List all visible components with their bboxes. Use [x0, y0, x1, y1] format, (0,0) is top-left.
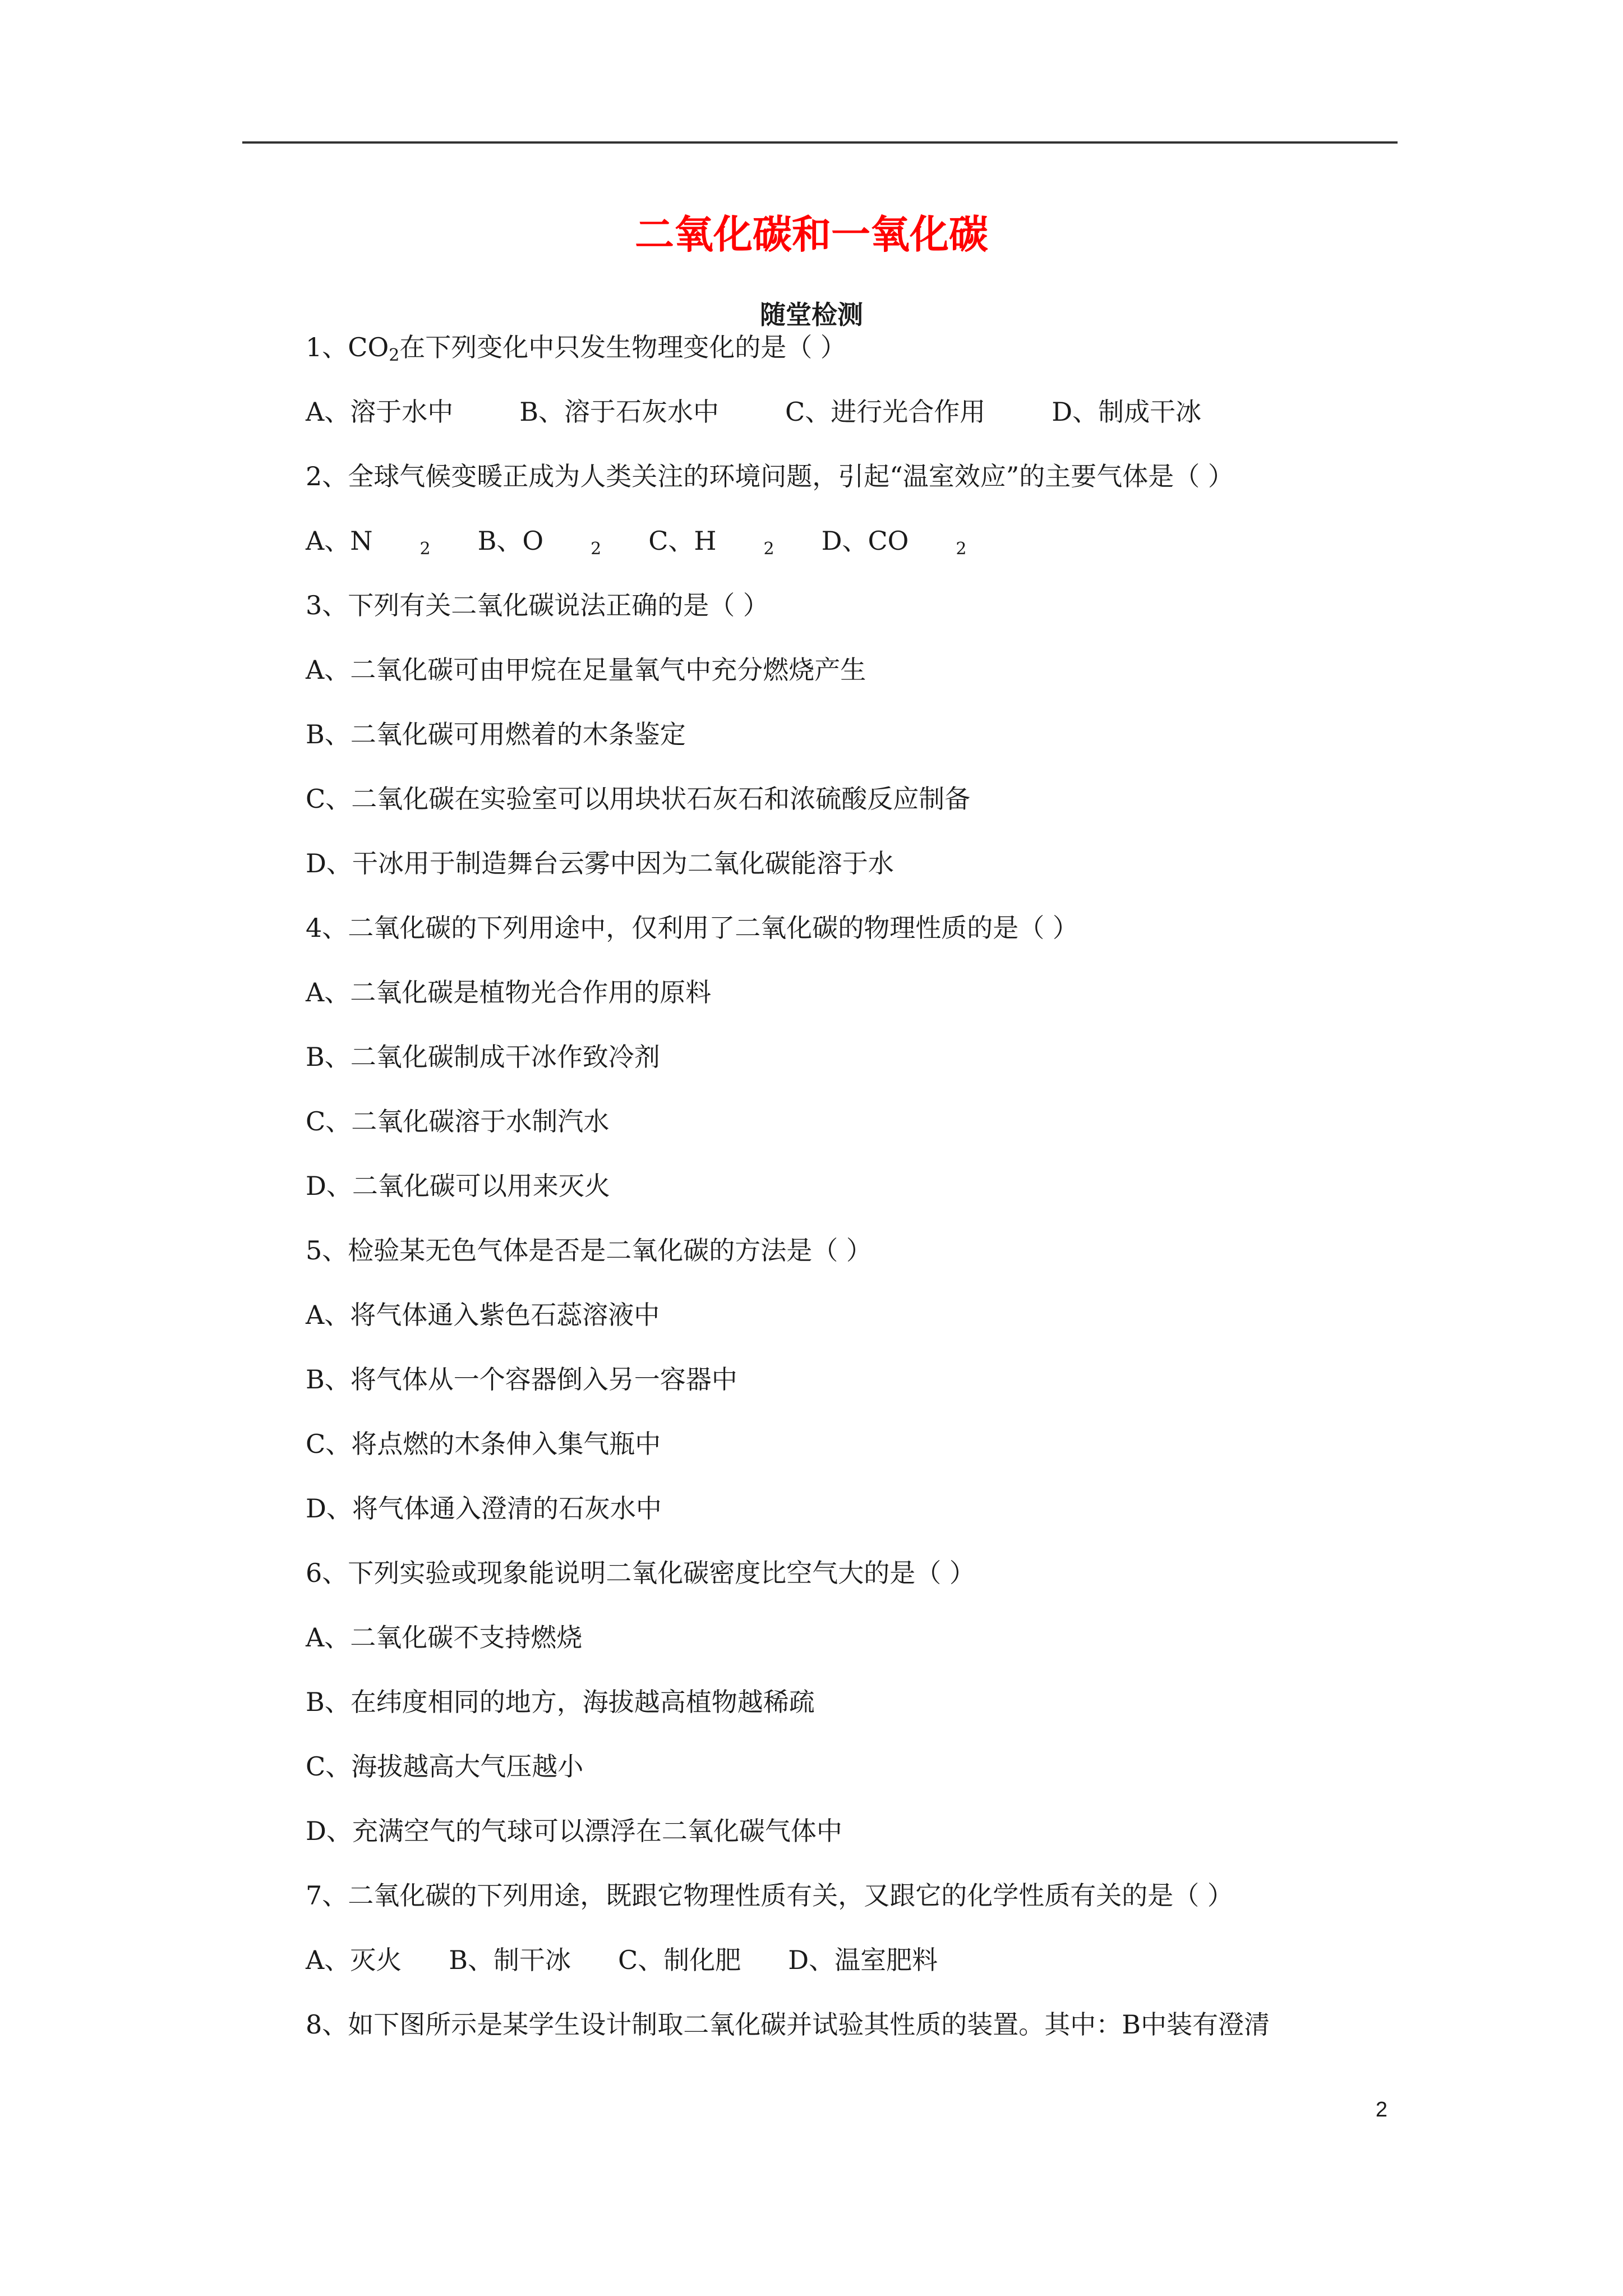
question-3-option-b: B、二氧化碳可用燃着的木条鉴定: [306, 719, 686, 749]
question-2-stem: 2、全球气候变暖正成为人类关注的环境问题，引起“温室效应”的主要气体是（ ）: [306, 461, 1234, 491]
page-number: 2: [1375, 2098, 1387, 2122]
question-6-option-b: B、在纬度相同的地方，海拔越高植物越稀疏: [306, 1687, 815, 1717]
question-1-stem: 1、$CO_2$在下列变化中只发生物理变化的是（ ）: [306, 332, 846, 365]
question-4-option-c: C、二氧化碳溶于水制汽水: [306, 1106, 610, 1137]
question-3-option-c: C、二氧化碳在实验室可以用块状石灰石和浓硫酸反应制备: [306, 784, 971, 814]
question-list: [306, 315, 1405, 2057]
question-6-stem: 6、下列实验或现象能说明二氧化碳密度比空气大的是（ ）: [306, 1558, 975, 1588]
question-4-option-a: A、二氧化碳是植物光合作用的原料: [306, 977, 712, 1007]
option: A、N $_2$: [306, 526, 431, 559]
question-3-stem: 3、下列有关二氧化碳说法正确的是（ ）: [306, 590, 769, 620]
question-5-stem: 5、检验某无色气体是否是二氧化碳的方法是（ ）: [306, 1235, 872, 1266]
option: C、制化肥: [618, 1945, 741, 1975]
option: A、灭火: [306, 1945, 402, 1975]
question-5-option-d: D、将气体通入澄清的石灰水中: [306, 1493, 662, 1524]
question-7-stem: 7、二氧化碳的下列用途，既跟它物理性质有关，又跟它的化学性质有关的是（ ）: [306, 1880, 1233, 1911]
question-4-option-b: B、二氧化碳制成干冰作致冷剂: [306, 1042, 660, 1072]
question-6-option-c: C、海拔越高大气压越小: [306, 1751, 584, 1782]
option: C、进行光合作用: [785, 397, 986, 427]
question-3-option-a: A、二氧化碳可由甲烷在足量氧气中充分燃烧产生: [306, 655, 866, 685]
document-title: 二氧化碳和一氧化碳: [635, 211, 988, 257]
question-2-options: [306, 509, 1405, 573]
question-4-option-d: D、二氧化碳可以用来灭火: [306, 1171, 610, 1201]
question-1-options: [306, 380, 1405, 444]
option: D、制成干冰: [1052, 397, 1202, 427]
option: D、CO $_2$: [821, 526, 967, 559]
option: C、H $_2$: [648, 526, 774, 559]
option: A、溶于水中: [306, 397, 454, 427]
question-5-option-c: C、将点燃的木条伸入集气瓶中: [306, 1429, 661, 1459]
question-5-option-b: B、将气体从一个容器倒入另一容器中: [306, 1364, 737, 1395]
question-6-option-a: A、二氧化碳不支持燃烧: [306, 1622, 583, 1653]
option: B、O $_2$: [477, 526, 602, 559]
question-6-option-d: D、充满空气的气球可以漂浮在二氧化碳气体中: [306, 1816, 842, 1846]
question-4-stem: 4、二氧化碳的下列用途中，仅利用了二氧化碳的物理性质的是（ ）: [306, 913, 1078, 943]
question-3-option-d: D、干冰用于制造舞台云雾中因为二氧化碳能溶于水: [306, 848, 894, 878]
question-5-option-a: A、将气体通入紫色石蕊溶液中: [306, 1300, 660, 1330]
question-8-stem: 8、如下图所示是某学生设计制取二氧化碳并试验其性质的装置。其中：B中装有澄清: [306, 2009, 1270, 2040]
option: B、溶于石灰水中: [519, 397, 720, 427]
header-rule: [242, 141, 1398, 144]
option: B、制干冰: [449, 1945, 571, 1975]
document-subtitle: 随堂检测: [760, 300, 863, 330]
question-7-options: [306, 1928, 1405, 1993]
option: D、温室肥料: [788, 1945, 938, 1975]
